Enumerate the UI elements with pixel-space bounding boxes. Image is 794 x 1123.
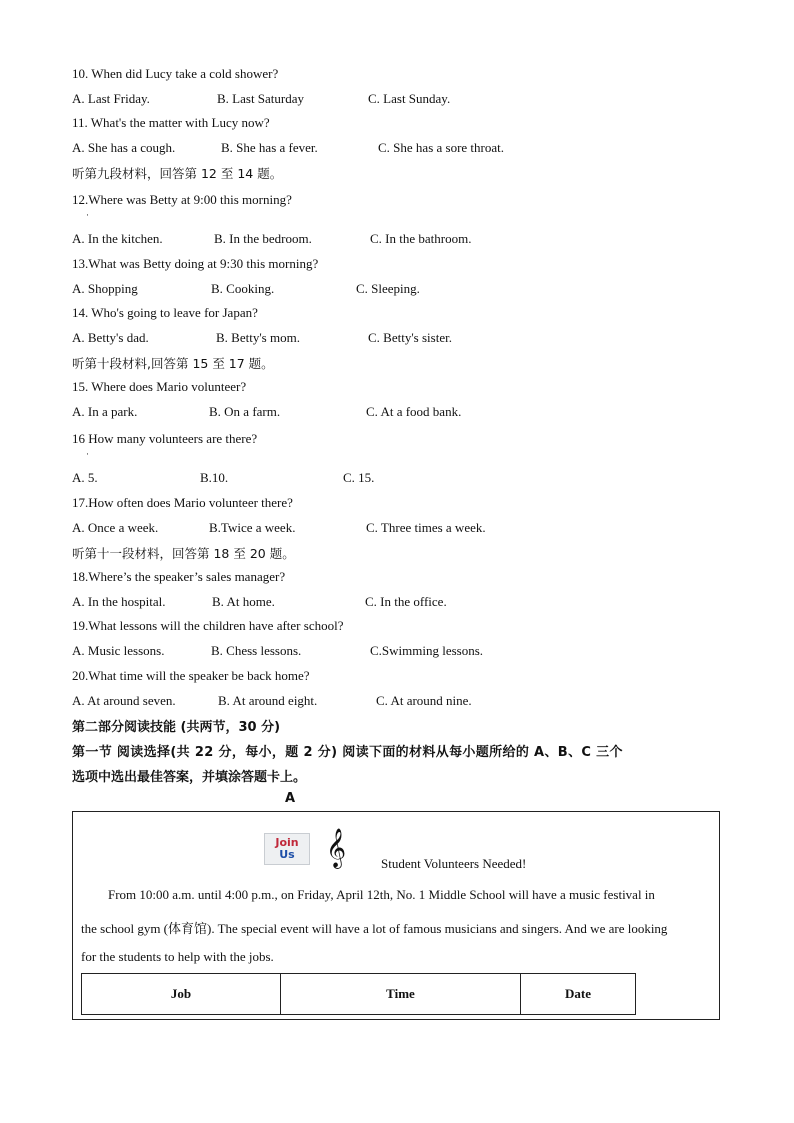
table-header-job: Job <box>82 974 281 1015</box>
q17-option-c: C. Three times a week. <box>366 520 486 535</box>
notice-paragraph-line-3: for the students to help with the jobs. <box>81 949 274 964</box>
question-11: 11. What's the matter with Lucy now? <box>72 115 270 130</box>
stray-mark: · <box>86 449 89 459</box>
notice-heading: Student Volunteers Needed! <box>381 856 527 871</box>
section-11-instruction: 听第十一段材料，回答第 18 至 20 题。 <box>72 546 295 561</box>
notice-paragraph-line-1: From 10:00 a.m. until 4:00 p.m., on Friday, April 12th, No. 1 Middle School will have a music festival in <box>108 887 655 902</box>
treble-clef-icon: 𝄞 <box>326 828 347 868</box>
question-10: 10. When did Lucy take a cold shower? <box>72 66 279 81</box>
q11-option-a: A. She has a cough. <box>72 140 176 155</box>
table-header-date: Date <box>521 974 636 1015</box>
table-header-time: Time <box>281 974 521 1015</box>
section-10-instruction: 听第十段材料,回答第 15 至 17 题。 <box>72 356 274 371</box>
q19-option-b: B. Chess lessons. <box>211 643 302 658</box>
q19-option-a: A. Music lessons. <box>72 643 165 658</box>
q19-option-c: C.Swimming lessons. <box>370 643 484 658</box>
jobs-table-header-row <box>82 974 636 1015</box>
part-2-title: 第二部分阅读技能 (共两节，30 分) <box>72 720 281 735</box>
q13-option-a: A. Shopping <box>72 281 138 296</box>
q14-option-a: A. Betty's dad. <box>72 330 149 345</box>
q14-option-c: C. Betty's sister. <box>368 330 452 345</box>
q16-option-b: B.10. <box>200 470 229 485</box>
q15-option-c: C. At a food bank. <box>366 404 462 419</box>
question-19: 19.What lessons will the children have after school? <box>72 618 344 633</box>
q17-option-b: B.Twice a week. <box>209 520 296 535</box>
section-9-instruction: 听第九段材料，回答第 12 至 14 题。 <box>72 166 283 181</box>
question-20: 20.What time will the speaker be back home? <box>72 668 310 683</box>
stray-mark: · <box>86 210 89 220</box>
q20-option-a: A. At around seven. <box>72 693 176 708</box>
q13-option-b: B. Cooking. <box>211 281 275 296</box>
q11-option-c: C. She has a sore throat. <box>378 140 505 155</box>
notice-paragraph-line-2: the school gym (体育馆). The special event will have a lot of famous musicians and singers. And we are looking <box>81 921 668 936</box>
question-12: 12.Where was Betty at 9:00 this morning? <box>72 192 292 207</box>
question-14: 14. Who's going to leave for Japan? <box>72 305 258 320</box>
q18-option-a: A. In the hospital. <box>72 594 166 609</box>
q18-option-b: B. At home. <box>212 594 275 609</box>
q12-option-b: B. In the bedroom. <box>214 231 312 246</box>
q17-option-a: A. Once a week. <box>72 520 159 535</box>
passage-label: A <box>285 791 296 806</box>
q16-option-c: C. 15. <box>343 470 375 485</box>
part-2-instruction-line-1: 第一节 阅读选择(共 22 分，每小，题 2 分) 阅读下面的材料从每小题所给的 A、B、C 三个 <box>72 745 623 760</box>
q14-option-b: B. Betty's mom. <box>216 330 300 345</box>
join-us-logo: Join Us <box>264 833 310 865</box>
question-18: 18.Where’s the speaker’s sales manager? <box>72 569 286 584</box>
q20-option-c: C. At around nine. <box>376 693 472 708</box>
q16-option-a: A. 5. <box>72 470 98 485</box>
q11-option-b: B. She has a fever. <box>221 140 318 155</box>
q10-option-a: A. Last Friday. <box>72 91 150 106</box>
question-16: 16 How many volunteers are there? <box>72 431 258 446</box>
q13-option-c: C. Sleeping. <box>356 281 420 296</box>
q10-option-b: B. Last Saturday <box>217 91 305 106</box>
question-15: 15. Where does Mario volunteer? <box>72 379 247 394</box>
q15-option-b: B. On a farm. <box>209 404 281 419</box>
question-17: 17.How often does Mario volunteer there? <box>72 495 293 510</box>
q18-option-c: C. In the office. <box>365 594 447 609</box>
q12-option-a: A. In the kitchen. <box>72 231 163 246</box>
q10-option-c: C. Last Sunday. <box>368 91 451 106</box>
q20-option-b: B. At around eight. <box>218 693 318 708</box>
part-2-instruction-line-2: 选项中选出最佳答案，并填涂答题卡上。 <box>72 770 307 785</box>
q15-option-a: A. In a park. <box>72 404 138 419</box>
q12-option-c: C. In the bathroom. <box>370 231 472 246</box>
jobs-table <box>81 973 636 1015</box>
question-13: 13.What was Betty doing at 9:30 this morning? <box>72 256 319 271</box>
